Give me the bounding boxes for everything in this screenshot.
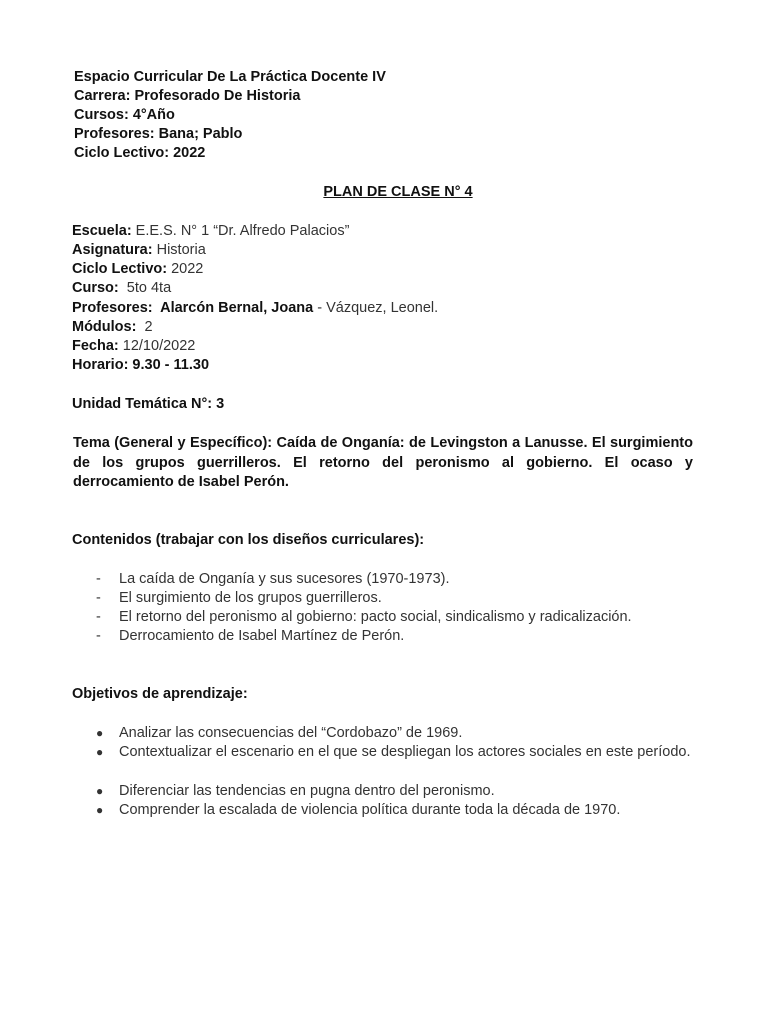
objectives-item-text: Analizar las consecuencias del “Cordobazo” de 1969. [119, 725, 463, 741]
meta-school-year [72, 260, 203, 279]
topic-paragraph: Tema (General y Específico): Caída de Onganía: de Levingston a Lanusse. El surgimiento de los grupos guerrilleros. El retorno del peronismo al gobierno. El ocaso y derrocamiento de Isabel Perón. [73, 435, 693, 490]
objectives-heading: Objetivos de aprendizaje: [72, 686, 248, 702]
objectives-list-item [96, 801, 696, 820]
objectives-list-item [96, 724, 696, 743]
meta-date-label: Fecha: [72, 338, 119, 354]
dash-marker: - [96, 590, 101, 606]
bullet-icon: ● [96, 803, 104, 817]
meta-professors-value: - Vázquez, Leonel. [313, 300, 439, 316]
meta-school [72, 222, 349, 241]
contents-item-text: Derrocamiento de Isabel Martínez de Perón. [119, 628, 405, 644]
header-curricular-space: Espacio Curricular De La Práctica Docente IV [74, 69, 386, 85]
meta-subject-label: Asignatura: [72, 242, 153, 258]
objectives-item-text: Contextualizar el escenario en el que se despliegan los actores sociales en este período. [119, 744, 691, 760]
objectives-list-item [96, 782, 696, 801]
dash-marker: - [96, 628, 101, 644]
meta-school-year-value: 2022 [167, 261, 204, 277]
contents-list-item [96, 608, 696, 627]
contents-list-item [96, 627, 696, 646]
meta-school-value: E.E.S. N° 1 “Dr. Alfredo Palacios” [131, 223, 350, 239]
contents-item-text: El surgimiento de los grupos guerrilleros. [119, 590, 382, 606]
contents-item-text: La caída de Onganía y sus sucesores (1970-1973). [119, 571, 450, 587]
plan-title [0, 183, 768, 202]
bullet-icon: ● [96, 726, 104, 740]
objectives-list-item [96, 743, 696, 762]
meta-modules-value: 2 [136, 319, 153, 335]
header-professors: Profesores: Bana; Pablo [74, 126, 243, 142]
meta-date-value: 12/10/2022 [118, 338, 196, 354]
header-school-year: Ciclo Lectivo: 2022 [74, 145, 206, 161]
dash-marker: - [96, 571, 101, 587]
meta-modules [72, 318, 153, 337]
meta-professors [72, 299, 438, 318]
meta-schedule: Horario: 9.30 - 11.30 [72, 357, 210, 373]
header-career: Carrera: Profesorado De Historia [74, 88, 301, 104]
meta-date [72, 337, 195, 356]
contents-list-item [96, 570, 696, 589]
meta-course-label: Curso: [72, 280, 119, 296]
header-courses: Cursos: 4°Año [74, 107, 175, 123]
objectives-item-text: Comprender la escalada de violencia política durante toda la década de 1970. [119, 802, 621, 818]
contents-heading: Contenidos (trabajar con los diseños curriculares): [72, 532, 425, 548]
meta-modules-label: Módulos: [72, 319, 137, 335]
objectives-item-text: Diferenciar las tendencias en pugna dentro del peronismo. [119, 783, 495, 799]
dash-marker: - [96, 609, 101, 625]
meta-subject-value: Historia [152, 242, 206, 258]
plan-title-text: PLAN DE CLASE N° 4 [323, 184, 473, 200]
contents-list-item [96, 589, 696, 608]
meta-course [72, 279, 171, 298]
contents-item-text: El retorno del peronismo al gobierno: pacto social, sindicalismo y radicalización. [119, 609, 632, 625]
unit-number: Unidad Temática N°: 3 [72, 396, 225, 412]
meta-school-label: Escuela: [72, 223, 132, 239]
meta-course-value: 5to 4ta [118, 280, 172, 296]
bullet-icon: ● [96, 745, 104, 759]
meta-school-year-label: Ciclo Lectivo: [72, 261, 168, 277]
meta-subject [72, 241, 206, 260]
bullet-icon: ● [96, 784, 104, 798]
meta-professors-label: Profesores: Alarcón Bernal, Joana [72, 300, 314, 316]
